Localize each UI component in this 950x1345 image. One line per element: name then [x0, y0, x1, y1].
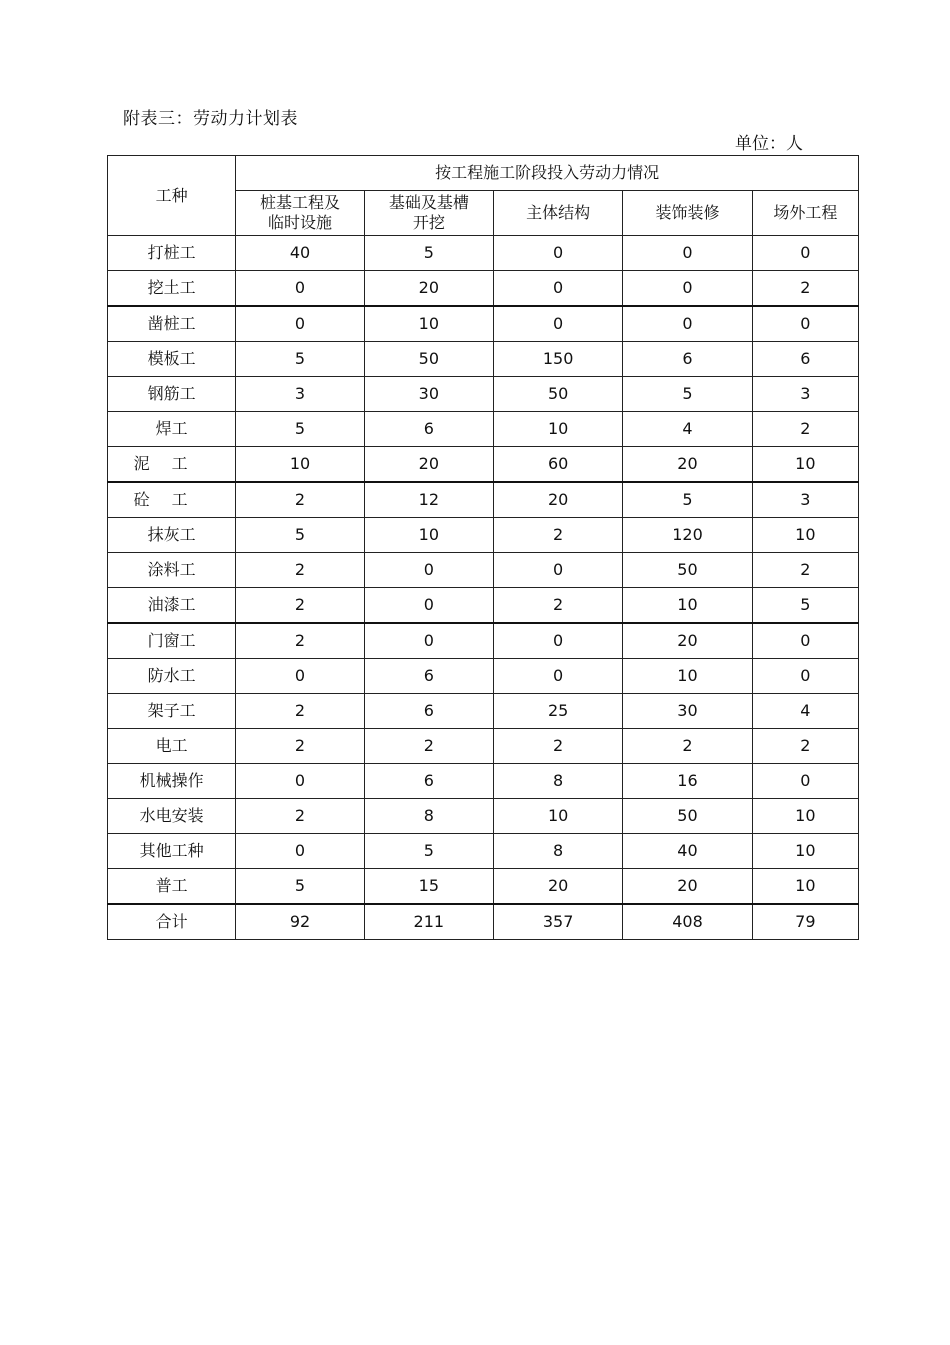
value-cell: 0	[364, 553, 493, 588]
value-cell: 6	[364, 694, 493, 729]
value-cell: 5	[236, 342, 364, 377]
value-cell: 0	[623, 306, 752, 342]
value-cell: 2	[752, 729, 858, 764]
value-cell: 2	[236, 623, 364, 659]
value-cell: 0	[236, 659, 364, 694]
value-cell: 10	[623, 588, 752, 624]
value-cell: 0	[364, 588, 493, 624]
value-cell: 30	[623, 694, 752, 729]
table-row	[108, 729, 859, 764]
value-cell: 12	[364, 482, 493, 518]
value-cell: 5	[236, 518, 364, 553]
value-cell: 10	[752, 447, 858, 483]
value-cell: 0	[752, 764, 858, 799]
unit-label: 单位：人	[735, 134, 803, 154]
value-cell: 50	[493, 377, 622, 412]
value-cell: 50	[623, 799, 752, 834]
type-header: 工种	[108, 156, 236, 236]
table-row	[108, 869, 859, 905]
worker-type-cell: 防水工	[108, 659, 236, 694]
table-row	[108, 518, 859, 553]
worker-type-cell: 凿桩工	[108, 306, 236, 342]
value-cell: 120	[623, 518, 752, 553]
value-cell: 10	[623, 659, 752, 694]
worker-type-cell: 泥工	[108, 447, 236, 483]
value-cell: 50	[623, 553, 752, 588]
value-cell: 0	[493, 623, 622, 659]
value-cell: 10	[364, 518, 493, 553]
value-cell: 2	[236, 799, 364, 834]
labor-plan-table-body	[108, 156, 859, 940]
labor-plan-table	[107, 155, 859, 940]
table-row	[108, 553, 859, 588]
value-cell: 2	[236, 553, 364, 588]
worker-type-cell: 油漆工	[108, 588, 236, 624]
value-cell: 10	[493, 799, 622, 834]
value-cell: 10	[752, 834, 858, 869]
worker-type-cell: 门窗工	[108, 623, 236, 659]
table-row	[108, 482, 859, 518]
value-cell: 3	[236, 377, 364, 412]
total-value-cell: 408	[623, 904, 752, 940]
value-cell: 0	[364, 623, 493, 659]
stage-header: 基础及基槽 开挖	[364, 191, 493, 236]
worker-type-cell: 电工	[108, 729, 236, 764]
value-cell: 60	[493, 447, 622, 483]
value-cell: 0	[493, 306, 622, 342]
value-cell: 20	[364, 271, 493, 307]
value-cell: 40	[236, 236, 364, 271]
value-cell: 0	[493, 553, 622, 588]
worker-type-cell: 水电安装	[108, 799, 236, 834]
value-cell: 5	[623, 482, 752, 518]
value-cell: 20	[493, 869, 622, 905]
value-cell: 0	[493, 271, 622, 307]
value-cell: 2	[752, 271, 858, 307]
worker-type-cell: 其他工种	[108, 834, 236, 869]
value-cell: 50	[364, 342, 493, 377]
value-cell: 20	[364, 447, 493, 483]
value-cell: 5	[623, 377, 752, 412]
value-cell: 5	[236, 869, 364, 905]
value-cell: 0	[623, 271, 752, 307]
worker-type-cell: 模板工	[108, 342, 236, 377]
value-cell: 0	[493, 659, 622, 694]
value-cell: 5	[364, 834, 493, 869]
value-cell: 2	[493, 729, 622, 764]
total-label-cell: 合计	[108, 904, 236, 940]
worker-type-cell: 砼工	[108, 482, 236, 518]
value-cell: 2	[493, 588, 622, 624]
worker-type-cell: 打桩工	[108, 236, 236, 271]
value-cell: 2	[493, 518, 622, 553]
table-row	[108, 377, 859, 412]
table-row	[108, 623, 859, 659]
value-cell: 20	[623, 623, 752, 659]
stage-header: 主体结构	[493, 191, 622, 236]
value-cell: 25	[493, 694, 622, 729]
table-row	[108, 588, 859, 624]
value-cell: 5	[752, 588, 858, 624]
value-cell: 2	[236, 588, 364, 624]
value-cell: 40	[623, 834, 752, 869]
worker-type-cell: 架子工	[108, 694, 236, 729]
value-cell: 2	[236, 694, 364, 729]
value-cell: 8	[493, 834, 622, 869]
value-cell: 2	[752, 412, 858, 447]
table-row	[108, 799, 859, 834]
value-cell: 150	[493, 342, 622, 377]
value-cell: 3	[752, 482, 858, 518]
value-cell: 2	[236, 482, 364, 518]
value-cell: 4	[623, 412, 752, 447]
value-cell: 3	[752, 377, 858, 412]
value-cell: 16	[623, 764, 752, 799]
worker-type-cell: 钢筋工	[108, 377, 236, 412]
value-cell: 10	[752, 799, 858, 834]
table-row	[108, 694, 859, 729]
value-cell: 6	[364, 764, 493, 799]
value-cell: 10	[364, 306, 493, 342]
value-cell: 4	[752, 694, 858, 729]
value-cell: 20	[623, 447, 752, 483]
value-cell: 0	[236, 834, 364, 869]
worker-type-cell: 机械操作	[108, 764, 236, 799]
table-row	[108, 447, 859, 483]
table-row	[108, 342, 859, 377]
table-row	[108, 306, 859, 342]
value-cell: 30	[364, 377, 493, 412]
value-cell: 0	[623, 236, 752, 271]
value-cell: 6	[364, 412, 493, 447]
value-cell: 20	[623, 869, 752, 905]
group-header: 按工程施工阶段投入劳动力情况	[236, 156, 859, 191]
value-cell: 6	[752, 342, 858, 377]
worker-type-cell: 焊工	[108, 412, 236, 447]
worker-type-cell: 普工	[108, 869, 236, 905]
value-cell: 8	[493, 764, 622, 799]
header-row-1	[108, 156, 859, 191]
table-row	[108, 412, 859, 447]
value-cell: 0	[493, 236, 622, 271]
value-cell: 5	[236, 412, 364, 447]
worker-type-cell: 挖土工	[108, 271, 236, 307]
table-row	[108, 236, 859, 271]
value-cell: 2	[364, 729, 493, 764]
value-cell: 0	[752, 659, 858, 694]
stage-header: 场外工程	[752, 191, 858, 236]
value-cell: 0	[236, 271, 364, 307]
table-row	[108, 271, 859, 307]
value-cell: 0	[236, 764, 364, 799]
total-value-cell: 357	[493, 904, 622, 940]
total-row	[108, 904, 859, 940]
value-cell: 5	[364, 236, 493, 271]
value-cell: 8	[364, 799, 493, 834]
value-cell: 10	[752, 869, 858, 905]
stage-header: 桩基工程及 临时设施	[236, 191, 364, 236]
value-cell: 2	[236, 729, 364, 764]
value-cell: 2	[752, 553, 858, 588]
value-cell: 20	[493, 482, 622, 518]
value-cell: 0	[752, 623, 858, 659]
worker-type-cell: 抹灰工	[108, 518, 236, 553]
value-cell: 6	[623, 342, 752, 377]
total-value-cell: 92	[236, 904, 364, 940]
value-cell: 0	[752, 236, 858, 271]
total-value-cell: 211	[364, 904, 493, 940]
value-cell: 6	[364, 659, 493, 694]
table-row	[108, 834, 859, 869]
value-cell: 0	[752, 306, 858, 342]
table-caption: 附表三：劳动力计划表	[123, 109, 298, 129]
value-cell: 2	[623, 729, 752, 764]
value-cell: 10	[752, 518, 858, 553]
total-value-cell: 79	[752, 904, 858, 940]
value-cell: 10	[236, 447, 364, 483]
worker-type-cell: 涂料工	[108, 553, 236, 588]
table-row	[108, 764, 859, 799]
value-cell: 10	[493, 412, 622, 447]
value-cell: 0	[236, 306, 364, 342]
table-row	[108, 659, 859, 694]
value-cell: 15	[364, 869, 493, 905]
stage-header: 装饰装修	[623, 191, 752, 236]
